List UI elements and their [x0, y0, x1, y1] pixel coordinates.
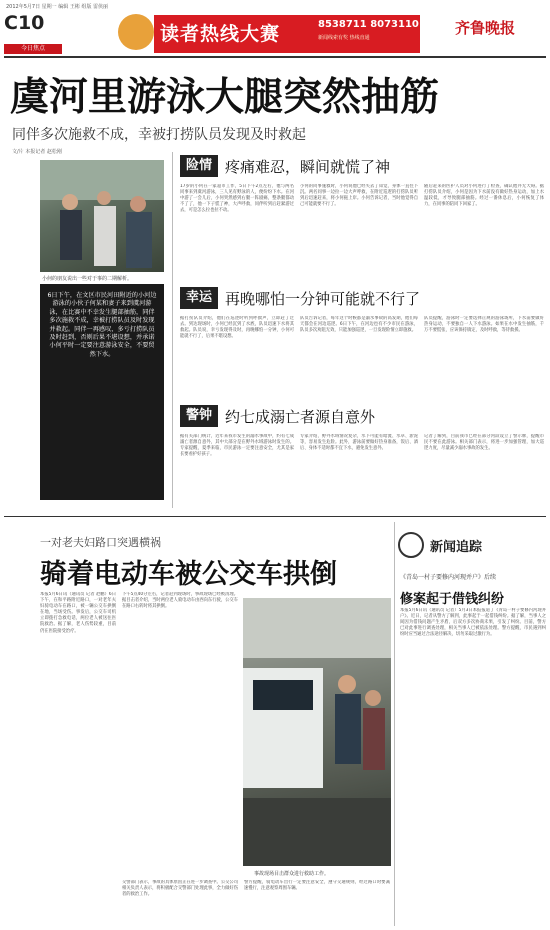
section-title: 疼痛难忍，瞬间就慌了神 [225, 157, 391, 176]
column-divider [394, 522, 395, 926]
news-follow-headline: 修案起于借钱纠纷 [400, 592, 505, 607]
news-follow-icon [398, 532, 424, 558]
body-text: 队员告诉记者，每年这个时候都是溺水事故的高发期，他们每天都会在河边巡逻。6日下午，在河边也有不少市民在游泳，队员多次劝阻无效，只能加强巡逻，一旦发现险情立即施救。 [300, 316, 418, 334]
column-divider [172, 152, 173, 508]
accident-photo [243, 598, 391, 866]
news-follow-sub: 《青岛一村子要修内河现并户》后续 [400, 574, 497, 581]
body-text: 警方提醒，骑电动车出行一定要注意安全，遵守交通规则，经过路口时要减速慢行，注意观察周围车辆。 [244, 880, 390, 892]
rescue-photo [40, 160, 164, 272]
body-text: 队员提醒，游泳时一定要选择正规的游泳场所，下水前要做好热身运动，不要独自一人下水游泳。如果在水中发生抽筋，千万不要慌张，应该保持镇定，及时呼救，等待救援。 [424, 316, 544, 334]
header-divider [4, 56, 546, 58]
body-text: 据有关部门统计，近年来我市发生的溺水事故中，约有七成溺亡者源自意外，其中大部分是在野外水域游泳时发生的。专家提醒，夏季来临，市民游泳一定要注意安全，尤其是家长要看护好孩子。 [180, 434, 294, 458]
banner-phone: 8538711 8073110 [318, 19, 419, 30]
photo-caption: 事故现场目击群众进行救助工作。 [254, 871, 330, 877]
body-text: 小何的同事施救时，小何说他已经失去了知觉，身体一直往下沉。两名同事一边拉一边大声呼救，在附近巡逻的打捞队员听到后迅速赶来，将小何拖上岸。小何告诉记者，当时他觉得自己可能就要不行了。 [300, 184, 418, 208]
body-text: 专家介绍，野外水域情况复杂，水下可能有暗流、水草、淤泥等，容易发生危险。此外，游泳前要做好热身准备，饭后、酒后、身体不适时都不宜下水，避免发生意外。 [300, 434, 418, 452]
summary-box: 6日下午，在文区市民河田附近的小河边游泳的小伙子何某和妻子来到虞河游泳，在比赛中不幸发生腿部抽筋，同伴多次施救不成，幸被打捞队员及时发现并救起。同伴一再感叹，多亏打捞队员及时赶到，否则后果不堪设想，并承诺小何平时一定要注意游泳安全，不要贸然下水。 [40, 284, 164, 500]
top-bar: 2012年5月7日 星期一 编辑 王彬 组版 雷侠丽 [6, 4, 109, 10]
news-follow-header [398, 530, 546, 562]
body-text: 交警部门表示，事故的具体原因正在进一步调查中。公交公司相关负责人表示，将积极配合交警部门处理此事，全力做好伤者的救治工作。 [122, 880, 238, 898]
newspaper-logo: 齐鲁晚报 [455, 19, 516, 37]
body-text: 本报5月6日讯（通讯员 记者 赵鹏）6日下午，在和平路附近路口，一对老年夫妇骑电动车在路口，被一辆公交车拱倒在地，当场受伤。事发后，公交车司机立即拨打急救电话，两位老人被送往医院救治。据了解，老人伤势较重，目前仍在医院接受治疗。 [40, 592, 116, 634]
news-follow-title: 新闻追踪 [430, 540, 483, 555]
body-text: 记者了解到，目前我市已经在部分河段设立了警示牌，提醒市民不要在此游泳。相关部门表示，将进一步加强管理，加大巡逻力度，尽量减少溺水事故的发生。 [424, 434, 544, 452]
byline: 文/片 本报记者 赵松刚 [12, 149, 62, 155]
section-title: 约七成溺亡者源自意外 [225, 407, 376, 426]
article2-headline: 骑着电动车被公交车拱倒 [40, 559, 337, 590]
body-text: 下午5点40分左右，记者赶到现场时，事故现场已经被清理。据目击者介绍，当时两位老人骑电动车由西向东行驶，公交车在路口右转时将其拱倒。 [122, 592, 238, 610]
section-header-1 [180, 154, 390, 178]
article-divider [4, 516, 546, 517]
section-label: 今日焦点 [4, 44, 62, 54]
article2-kicker: 一对老夫妇路口突遇横祸 [40, 536, 161, 549]
section-header-3 [180, 404, 375, 428]
section-header-2 [180, 286, 420, 310]
banner-title: 读者热线大赛 [160, 23, 281, 45]
hotline-banner[interactable] [154, 15, 420, 53]
main-headline: 虞河里游泳大腿突然抽筋 [10, 75, 440, 120]
banner-subtitle: 新闻线索有奖 热线直通 [318, 35, 370, 41]
sub-headline: 同伴多次施救不成，幸被打捞队员发现及时救起 [12, 127, 306, 143]
photo-caption: 小何的朋友说出一些对于事的二期解析。 [42, 276, 133, 282]
section-tag: 险情 [180, 155, 218, 177]
body-text: 17岁的小何在一家超市工作，5日下午2点左右，他与两名同事来到虞河游泳，三人见有野泳的人，便纷纷下水。在河中游了一会儿后，小何突然感到右腿一阵剧痛，整条腿都动不了了，他一下子慌了神，大声呼救，同伴听到后赶紧游过去，可是怎么拉也拉不动。 [180, 184, 294, 214]
page-number: C10 [4, 12, 45, 34]
section-tag: 幸运 [180, 287, 218, 309]
body-text: 随后赶来的医护人员对小何进行了检查，确认他并无大碍。据打捞队员介绍，小何是因为下水前没有做好热身运动，加上水温较低，才导致腿部抽筋。经过一番休息后，小何恢复了体力，在同事的陪同下回家了。 [424, 184, 544, 208]
section-tag: 警钟 [180, 405, 218, 427]
section-title: 再晚哪怕一分钟可能就不行了 [225, 289, 421, 308]
body-text: 本报5月6日讯（通讯员 记者）5月3日本报报道了《青岛一村子要修内河现并户》。近日，记者从警方了解到，此事起于一起借钱纠纷。据了解，当事人之间因为借钱问题产生矛盾，后双方多次协商未果，引发了纠纷。目前，警方已对此事进行调查处理，相关当事人已被依法处理。警方提醒，市民遇到纠纷时应当通过合法途径解决，切勿采取过激行为。 [400, 608, 546, 638]
body-text: 据打捞队员介绍，他们在巡逻时听到呼救声，立即赶了过去。到达现场时，小何已经沉到了水底，队员迅速下水将其救起。队员说，幸亏发现得及时，再晚哪怕一分钟，小何可能就不行了，后果不堪设想。 [180, 316, 294, 340]
banner-image [118, 14, 154, 50]
